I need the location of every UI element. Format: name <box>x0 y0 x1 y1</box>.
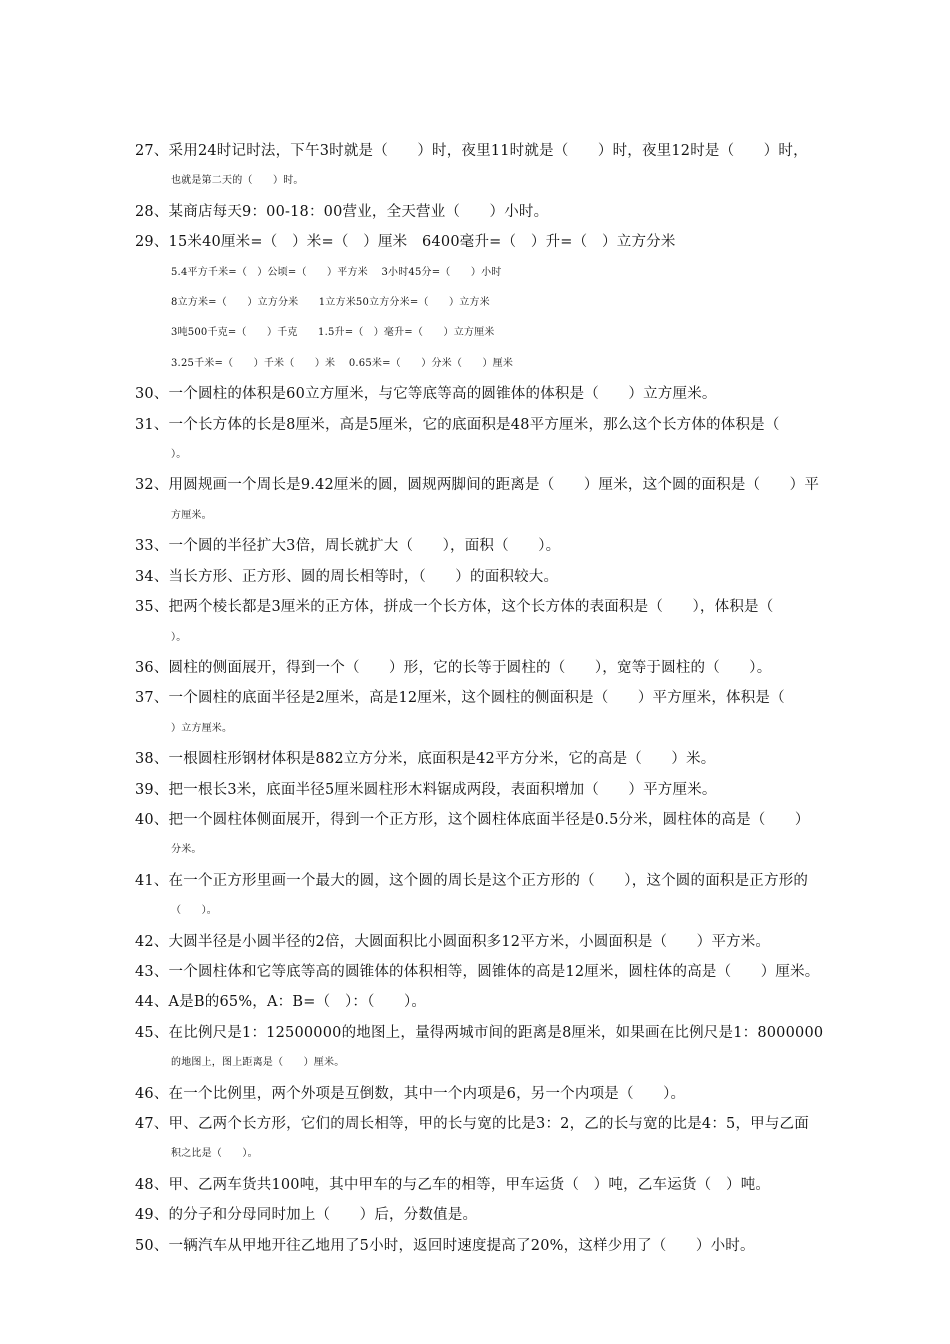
question-40-line-1: 40、把一个圆柱体侧面展开，得到一个正方形，这个圆柱体底面半径是0.5分米，圆柱体的高是（ ） <box>135 811 810 828</box>
question-list <box>135 136 925 1261</box>
question-29-line-1: 29、15米40厘米=（ ）米=（ ）厘米 6400毫升=（ ）升=（ ）立方分米 <box>135 234 676 251</box>
question-43: 43、一个圆柱体和它等底等高的圆锥体的体积相等，圆锥体的高是12厘米，圆柱体的高是（ ）厘米。 <box>135 963 820 980</box>
question-42: 42、大圆半径是小圆半径的2倍，大圆面积比小圆面积多12平方米，小圆面积是（ ）平方米。 <box>135 933 771 950</box>
question-44: 44、A是B的65%，A：B=（ ）：（ ）。 <box>135 994 427 1011</box>
question-29-line-4: 3吨500千克=（ ）千克 1.5升=（ ）毫升=（ ）立方厘米 <box>171 327 495 339</box>
question-41-line-2: （ ）。 <box>171 905 217 917</box>
question-39: 39、把一根长3米，底面半径5厘米圆柱形木料锯成两段，表面积增加（ ）平方厘米。 <box>135 781 717 798</box>
question-34: 34、当长方形、正方形、圆的周长相等时，（ ）的面积较大。 <box>135 568 559 585</box>
question-48: 48、甲、乙两车货共100吨，其中甲车的与乙车的相等，甲车运货（ ）吨，乙车运货（ ）吨。 <box>135 1176 771 1193</box>
question-29-line-2: 5.4平方千米=（ ）公顷=（ ）平方米 3小时45分=（ ）小时 <box>171 266 502 278</box>
question-40-line-2: 分米。 <box>171 844 202 856</box>
question-32-line-2: 方厘米。 <box>171 509 212 521</box>
question-37-line-2: ）立方厘米。 <box>171 722 233 734</box>
question-35-line-1: 35、把两个棱长都是3厘米的正方体，拼成一个长方体，这个长方体的表面积是（ ），体积是（ <box>135 599 774 616</box>
question-38: 38、一根圆柱形钢材体积是882立方分米，底面积是42平方分米，它的高是（ ）米。 <box>135 751 716 768</box>
question-50: 50、一辆汽车从甲地开往乙地用了5小时，返回时速度提高了20%，这样少用了（ ）小时。 <box>135 1237 755 1254</box>
question-31-line-2: ）。 <box>171 449 187 461</box>
question-45-line-1: 45、在比例尺是1：12500000的地图上，量得两城市间的距离是8厘米，如果画在比例尺是1：8000000 <box>135 1024 824 1041</box>
question-41-line-1: 41、在一个正方形里画一个最大的圆，这个圆的周长是这个正方形的（ ），这个圆的面积是正方形的 <box>135 872 809 889</box>
question-31-line-1: 31、一个长方体的长是8厘米，高是5厘米，它的底面积是48平方厘米，那么这个长方体的体积是（ <box>135 416 780 433</box>
question-37-line-1: 37、一个圆柱的底面半径是2厘米，高是12厘米，这个圆柱的侧面积是（ ）平方厘米，体积是（ <box>135 690 785 707</box>
question-46: 46、在一个比例里，两个外项是互倒数，其中一个内项是6，另一个内项是（ ）。 <box>135 1085 686 1102</box>
question-47-line-2: 积之比是（ ）。 <box>171 1148 258 1160</box>
question-45-line-2: 的地图上，图上距离是（ ）厘米。 <box>171 1057 345 1069</box>
question-35-line-2: ）。 <box>171 631 187 643</box>
question-47-line-1: 47、甲、乙两个长方形，它们的周长相等，甲的长与宽的比是3：2，乙的长与宽的比是4：5，甲与乙面 <box>135 1116 809 1132</box>
question-29-line-5: 3.25千米=（ ）千米（ ）米 0.65米=（ ）分米（ ）厘米 <box>171 357 514 369</box>
question-32-line-1: 32、用圆规画一个周长是9.42厘米的圆，圆规两脚间的距离是（ ）厘米，这个圆的面积是（ ）平 <box>135 477 820 494</box>
question-49: 49、的分子和分母同时加上（ ）后，分数值是。 <box>135 1207 478 1224</box>
question-28: 28、某商店每天9：00-18：00营业，全天营业（ ）小时。 <box>135 203 549 220</box>
question-33: 33、一个圆的半径扩大3倍，周长就扩大（ ），面积（ ）。 <box>135 538 561 555</box>
question-27-line-2: 也就是第二天的（ ）时。 <box>171 175 304 187</box>
question-29-line-3: 8立方米=（ ）立方分米 1立方米50立方分米=（ ）立方米 <box>171 297 490 309</box>
question-27-line-1: 27、采用24时记时法，下午3时就是（ ）时，夜里11时就是（ ）时，夜里12时是（ ）时， <box>135 143 808 159</box>
question-30: 30、一个圆柱的体积是60立方厘米，与它等底等高的圆锥体的体积是（ ）立方厘米。 <box>135 386 717 403</box>
question-36: 36、圆柱的侧面展开，得到一个（ ）形，它的长等于圆柱的（ ），宽等于圆柱的（ ）。 <box>135 659 772 676</box>
